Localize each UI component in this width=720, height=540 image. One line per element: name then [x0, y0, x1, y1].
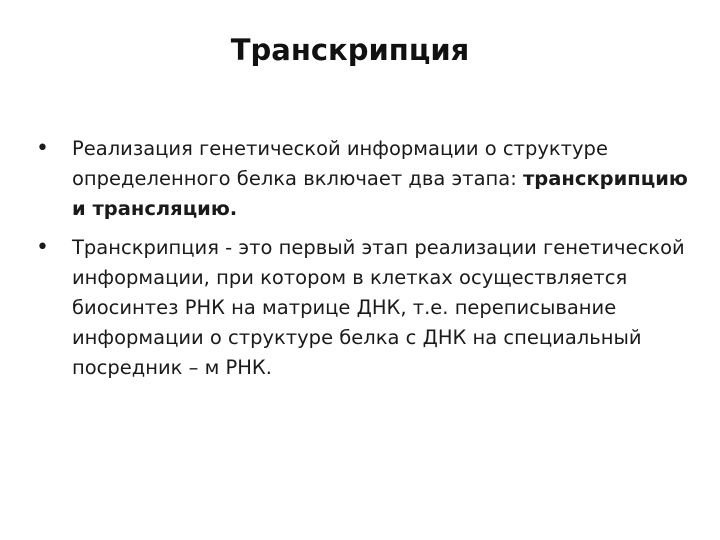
bullet-marker: • [36, 235, 49, 260]
bullet-bold-text: транскрипцию и трансляцию. [72, 167, 688, 220]
bullet-text: Транскрипция - это первый этап реализации генетической информации, при котором в клетках осуществляется биосинтез РНК на матрице ДНК, т.е. переписывание информации о структуре белка с ДНК на специальный посредник – м РНК. [72, 236, 685, 379]
bullet-item [30, 233, 700, 383]
bullet-text: Реализация генетической информации о структуре определенного белка включает два этапа: [72, 137, 608, 190]
bullet-list [30, 134, 700, 392]
bullet-item [30, 134, 700, 224]
slide-title: Транскрипция [230, 33, 470, 67]
bullet-marker: • [36, 136, 49, 161]
